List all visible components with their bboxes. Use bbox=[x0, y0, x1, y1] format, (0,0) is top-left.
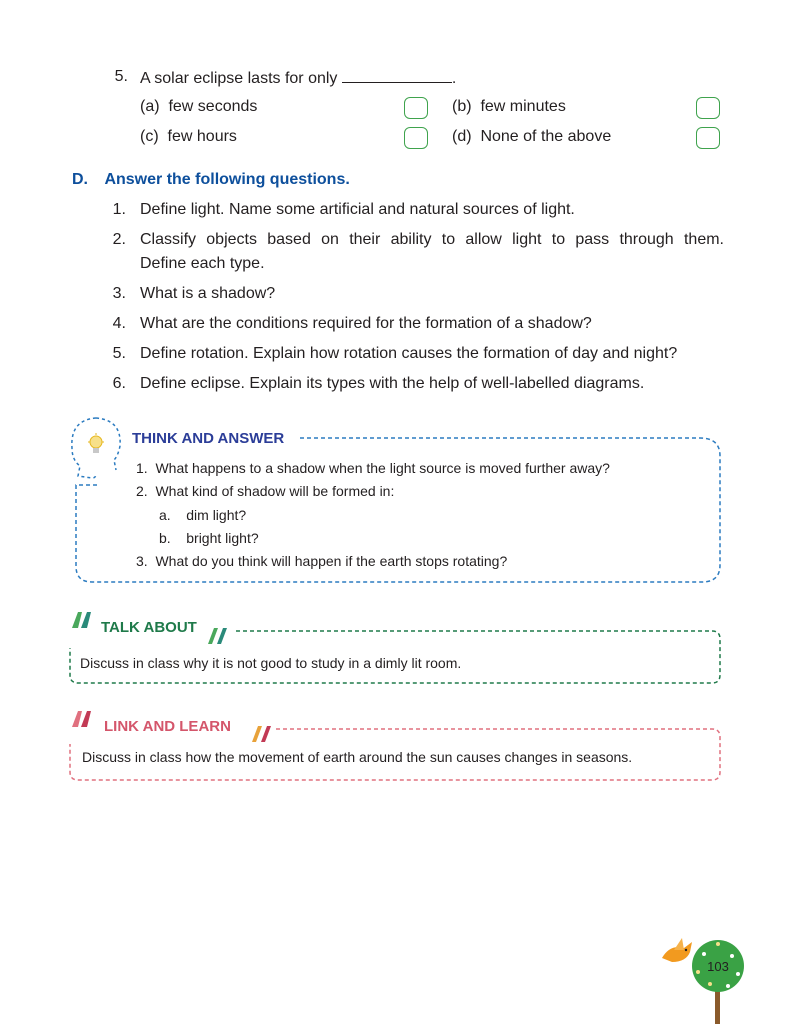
section-d-heading bbox=[72, 171, 350, 189]
section-title: Answer the following questions. bbox=[104, 171, 350, 188]
think-item-1: 1. What happens to a shadow when the light source is moved further away? bbox=[136, 460, 610, 476]
think-answer-title: THINK AND ANSWER bbox=[132, 430, 285, 447]
option-c: (c) few hours bbox=[140, 128, 237, 145]
open-quote-icon bbox=[70, 709, 94, 729]
option-a-checkbox[interactable] bbox=[404, 97, 428, 119]
think-item-3: 3. What do you think will happen if the earth stops rotating? bbox=[136, 553, 508, 569]
option-d: (d) None of the above bbox=[452, 128, 612, 145]
tree-icon bbox=[686, 934, 750, 1024]
mcq-question-text: A solar eclipse lasts for only bbox=[140, 70, 338, 87]
option-c-checkbox[interactable] bbox=[404, 127, 428, 149]
think-item-2a: a. dim light? bbox=[159, 507, 247, 523]
close-quote-icon bbox=[250, 724, 274, 744]
think-item-2: 2. What kind of shadow will be formed in: bbox=[136, 483, 395, 499]
mcq-question: 5. A solar eclipse lasts for only . bbox=[0, 68, 790, 90]
option-b-checkbox[interactable] bbox=[696, 97, 720, 119]
answer-blank[interactable] bbox=[342, 68, 452, 83]
option-a: (a) few seconds bbox=[140, 98, 258, 115]
talk-about-title: TALK ABOUT bbox=[101, 619, 197, 636]
link-learn-title: LINK AND LEARN bbox=[104, 718, 231, 735]
option-d-checkbox[interactable] bbox=[696, 127, 720, 149]
mcq-number: 5. bbox=[114, 68, 128, 85]
link-learn-text: Discuss in class how the movement of earth around the sun causes changes in seasons. bbox=[82, 749, 633, 765]
page-number: 103 bbox=[707, 959, 729, 974]
option-b: (b) few minutes bbox=[452, 98, 566, 115]
think-item-2b: b. bright light? bbox=[159, 530, 259, 546]
lightbulb-icon bbox=[86, 432, 106, 458]
close-quote-icon bbox=[206, 626, 230, 646]
open-quote-icon bbox=[70, 610, 94, 630]
section-letter: D. bbox=[72, 171, 88, 188]
talk-about-text: Discuss in class why it is not good to study in a dimly lit room. bbox=[80, 655, 462, 671]
